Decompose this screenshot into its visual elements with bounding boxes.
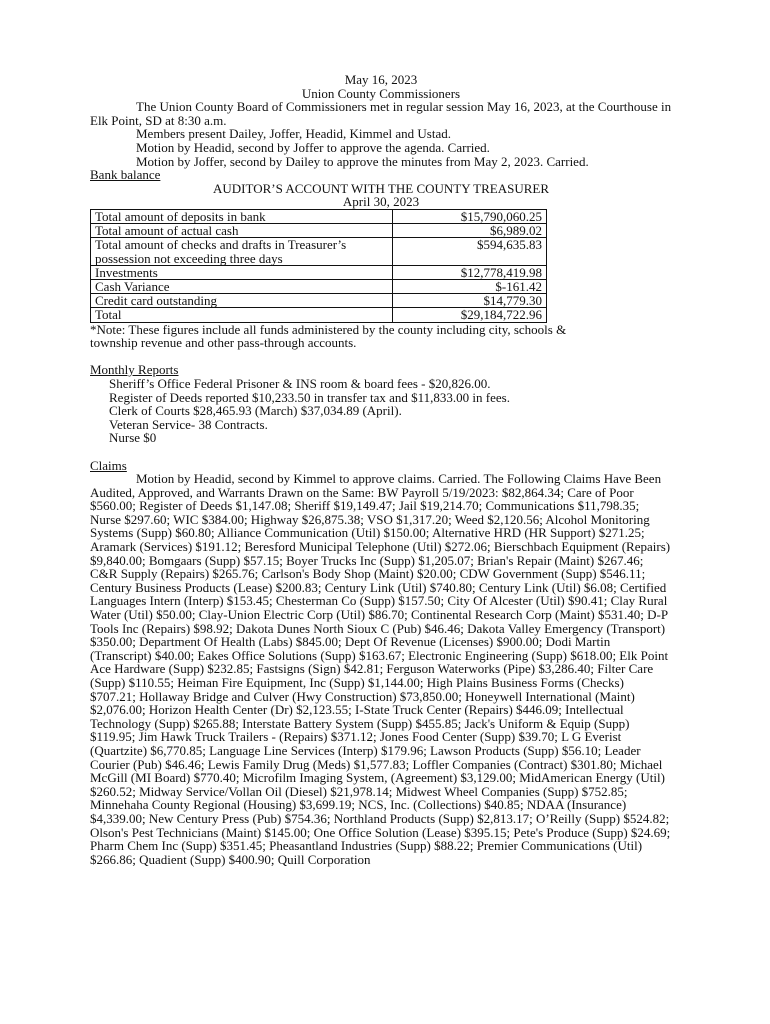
row-amount: $15,790,060.25	[393, 209, 547, 223]
auditor-account-title: AUDITOR’S ACCOUNT WITH THE COUNTY TREASURER	[213, 180, 549, 196]
claims-paragraph: Motion by Headid, second by Kimmel to approve claims. Carried. The Following Claims Have Been Audited, Approved, and Warrants Drawn on the Same: BW Payroll 5/19/2023: $82,864.34; Care of Poor $560.00; Register of Deeds $1,147.08; Sheriff $19,149.47; Jail $19,214.70; Communications $11,798.35; Nurse $297.60; WIC $384.00; Highway $26,875.38; VSO $1,317.20; Weed $2,120.56; Alcohol Monitoring Systems (Supp) $60.80; Alliance Communication (Util) $150.00; Alternative HRD (HR Support) $271.25; Aramark (Services) $191.12; Beresford Municipal Telephone (Util) $272.06; Bierschbach Equipment (Repairs) $9,840.00; Bomgaars (Supp) $57.15; Boyer Trucks Inc (Supp) $1,205.07; Brian's Repair (Maint) $267.46; C&R Supply (Repairs) $265.76; Carlson's Body Shop (Maint) $20.00; CDW Government (Supp) $546.11; Century Business Products (Lease) $200.83; Century Link (Util) $740.80; Century Link (Util) $6.08; Certified Languages Intern (Interp) $153.45; Chesterman Co (Supp) $157.50; City Of Alcester (Util) $90.41; Clay Rural Water (Util) $50.00; Clay-Union Electric Corp (Util) $86.70; Continental Research Corp (Maint) $531.40; D-P Tools Inc (Repairs) $98.92; Dakota Dunes North Sioux C (Pub) $46.46; Dakota Valley Emergency (Transport) $350.00; Department Of Health (Labs) $845.00; Dept Of Revenue (Licenses) $900.00; Dodi Martin (Transcript) $40.00; Eakes Office Solutions (Supp) $163.67; Electronic Engineering (Supp) $618.00; Elk Point Ace Hardware (Supp) $232.85; Fastsigns (Sign) $42.81; Ferguson Waterworks (Pipe) $3,286.40; Filter Care (Supp) $110.55; Heiman Fire Equipment, Inc (Supp) $1,144.00; High Plains Business Forms (Checks) $707.21; Hollaway Bridge and Culver (Hwy Construction) $73,850.00; Honeywell International (Maint) $2,076.00; Horizon Health Center (Dr) $2,123.55; I-State Truck Center (Repairs) $446.09; Intellectual Technology (Supp) $265.88; Interstate Battery System (Supp) $455.85; Jack's Uniform & Equip (Supp) $119.95; Jim Hawk Truck Trailers - (Repairs) $371.12; Jones Food Center (Supp) $39.70; L G Everist (Quartzite) $6,770.85; Language Line Services (Interp) $179.96; Lawson Products (Supp) $56.10; Leader Courier (Pub) $46.46; Lewis Family Drug (Meds) $1,577.83; Loffler Companies (Contract) $301.80; Michael McGill (MI Board) $770.40; Microfilm Imaging System, (Agreement) $3,129.00; MidAmerican Energy (Util) $260.52; Midway Service/Vollan Oil (Diesel) $21,978.14; Midwest Wheel Companies (Supp) $752.85; Minnehaha County Regional (Housing) $3,699.19; NCS, Inc. (Collections) $40.85; NDAA (Insurance) $4,339.00; New Century Press (Pub) $754.36; Northland Products (Supp) $2,813.17; O’Reilly (Supp) $524.82; Olson's Pest Technicians (Maint) $145.00; One Office Solution (Lease) $395.15; Pete's Produce (Supp) $24.69; Pharm Chem Inc (Supp) $351.45; Pheasantland Industries (Supp) $88.22; Premier Communications (Util) $266.86; Quadient (Supp) $400.90; Quill Corporation	[90, 471, 671, 867]
row-label: Total	[91, 308, 393, 322]
row-amount: $14,779.30	[393, 294, 547, 308]
row-amount: $29,184,722.96	[393, 308, 547, 322]
bank-balance-table	[90, 209, 547, 323]
table-row	[91, 279, 547, 293]
list-item: Nurse $0	[109, 430, 157, 446]
table-row	[91, 209, 547, 223]
document-page	[90, 73, 672, 866]
row-amount: $12,778,419.98	[393, 265, 547, 279]
list-item: Sheriff’s Office Federal Prisoner & INS room & board fees - $20,826.00.	[109, 375, 491, 391]
row-amount: $6,989.02	[393, 224, 547, 238]
row-label: Cash Variance	[91, 279, 393, 293]
row-label: Credit card outstanding	[91, 294, 393, 308]
row-amount: $-161.42	[393, 279, 547, 293]
row-label: Investments	[91, 265, 393, 279]
list-item: Register of Deeds reported $10,233.50 in transfer tax and $11,833.00 in fees.	[109, 389, 510, 405]
list-item: Clerk of Courts $28,465.93 (March) $37,034.89 (April).	[109, 403, 402, 419]
bank-balance-heading: Bank balance	[90, 167, 161, 183]
minutes-motion: Motion by Joffer, second by Dailey to approve the minutes from May 2, 2023. Carried.	[136, 153, 589, 169]
table-row	[91, 294, 547, 308]
row-amount: $594,635.83	[393, 238, 547, 265]
board-name: Union County Commissioners	[301, 85, 461, 101]
row-label: Total amount of deposits in bank	[91, 209, 393, 223]
bank-note: *Note: These figures include all funds administered by the county including city, schools & township revenue and other pass-through accounts.	[90, 321, 567, 351]
monthly-reports-heading: Monthly Reports	[90, 362, 179, 378]
row-label: Total amount of checks and drafts in Treasurer’s possession not exceeding three days	[91, 238, 393, 265]
list-item: Veteran Service- 38 Contracts.	[109, 416, 268, 432]
table-row	[91, 308, 547, 322]
monthly-reports-list	[90, 377, 672, 445]
auditor-account-date: April 30, 2023	[342, 194, 420, 210]
table-row	[91, 238, 547, 265]
members-present: Members present Dailey, Joffer, Headid, Kimmel and Ustad.	[136, 126, 452, 142]
opening-paragraph: The Union County Board of Commissioners met in regular session May 16, 2023, at the Courthouse in Elk Point, SD at 8:30 a.m.	[90, 99, 672, 128]
claims-heading: Claims	[90, 457, 127, 473]
agenda-motion: Motion by Headid, second by Joffer to approve the agenda. Carried.	[136, 139, 490, 155]
table-row	[91, 224, 547, 238]
row-label: Total amount of actual cash	[91, 224, 393, 238]
table-row	[91, 265, 547, 279]
meeting-date: May 16, 2023	[344, 72, 418, 87]
